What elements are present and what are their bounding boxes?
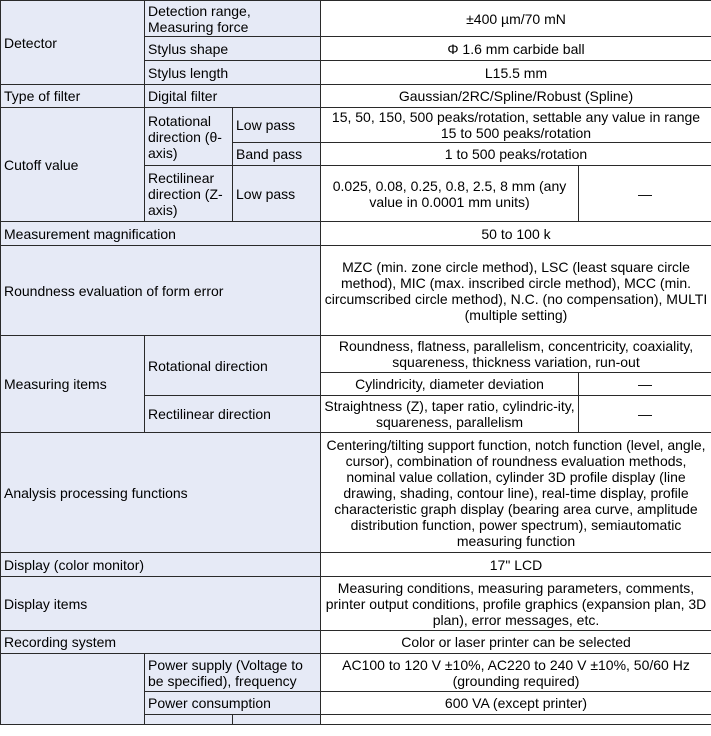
measuring-rectilinear-label: Rectilinear direction (145, 396, 321, 433)
power-group-label (1, 654, 145, 725)
table-row (1, 1, 711, 37)
recording-value: Color or laser printer can be selected (321, 631, 711, 654)
table-row (1, 631, 711, 654)
table-row (1, 108, 711, 143)
detector-label: Detector (1, 1, 145, 85)
cylindricity-dash: — (579, 373, 711, 396)
display-items-label: Display items (1, 577, 321, 631)
display-value: 17" LCD (321, 553, 711, 577)
detection-range-label: Detection range, Measuring force (145, 1, 321, 37)
table-row (1, 336, 711, 373)
stylus-shape-value: Φ 1.6 mm carbide ball (321, 37, 711, 61)
cutoff-label: Cutoff value (1, 108, 145, 222)
roundness-label: Roundness evaluation of form error (1, 246, 321, 336)
measuring-items-label: Measuring items (1, 336, 145, 433)
rotational-low-pass-label: Low pass (233, 108, 321, 143)
cutoff-rotational-label: Rotational direction (θ-axis) (145, 108, 233, 166)
table-row (1, 553, 711, 577)
table-row (1, 577, 711, 631)
measuring-rectilinear-dash: — (579, 396, 711, 433)
rectilinear-low-pass-label: Low pass (233, 166, 321, 222)
stylus-length-label: Stylus length (145, 61, 321, 85)
analysis-value: Centering/tilting support function, notch function (level, angle, cursor), combination of roundness evaluation methods, nominal value collation, cylinder 3D profile display (line drawing, shading, contour line), real-time display, profile characteristic graph display (bearing area curve, amplitude distribution function, power spectrum), semiautomatic measuring function (321, 433, 711, 553)
table-row (1, 654, 711, 692)
roundness-value: MZC (min. zone circle method), LSC (least square circle method), MIC (max. inscribed circle method), MCC (min. circumscribed circle method), N.C. (no compensation), MULTI (multiple setting) (321, 246, 711, 336)
stylus-length-value: L15.5 mm (321, 61, 711, 85)
measuring-rectilinear-value: Straightness (Z), taper ratio, cylindric-ity, squareness, parallelism (321, 396, 579, 433)
cylindricity-value: Cylindricity, diameter deviation (321, 373, 579, 396)
band-pass-value: 1 to 500 peaks/rotation (321, 143, 711, 166)
digital-filter-label: Digital filter (145, 85, 321, 108)
recording-label: Recording system (1, 631, 321, 654)
analysis-label: Analysis processing functions (1, 433, 321, 553)
power-supply-value: AC100 to 120 V ±10%, AC220 to 240 V ±10%, 50/60 Hz (grounding required) (321, 654, 711, 692)
power-consumption-value: 600 VA (except printer) (321, 692, 711, 715)
table-row (1, 246, 711, 336)
rotational-low-pass-value: 15, 50, 150, 500 peaks/rotation, settable any value in range 15 to 500 peaks/rotation (321, 108, 711, 143)
rectilinear-low-pass-value: 0.025, 0.08, 0.25, 0.8, 2.5, 8 mm (any value in 0.0001 mm units) (321, 166, 579, 222)
measuring-rotational-value: Roundness, flatness, parallelism, concentricity, coaxiality, squareness, thickness variation, run-out (321, 336, 711, 373)
magnification-label: Measurement magnification (1, 222, 321, 246)
table-row (1, 222, 711, 246)
band-pass-label: Band pass (233, 143, 321, 166)
measuring-rotational-label: Rotational direction (145, 336, 321, 396)
rectilinear-low-pass-dash: — (579, 166, 711, 222)
table-row (1, 433, 711, 553)
cutoff-rectilinear-label: Rectilinear direction (Z-axis) (145, 166, 233, 222)
magnification-value: 50 to 100 k (321, 222, 711, 246)
filter-value: Gaussian/2RC/Spline/Robust (Spline) (321, 85, 711, 108)
stylus-shape-label: Stylus shape (145, 37, 321, 61)
display-label: Display (color monitor) (1, 553, 321, 577)
power-supply-label: Power supply (Voltage to be specified), frequency (145, 654, 321, 692)
detection-range-value: ±400 µm/70 mN (321, 1, 711, 37)
filter-type-label: Type of filter (1, 85, 145, 108)
power-consumption-label: Power consumption (145, 692, 321, 715)
display-items-value: Measuring conditions, measuring parameters, comments, printer output conditions, profile graphics (expansion plan, 3D plan), error messages, etc. (321, 577, 711, 631)
table-row (1, 85, 711, 108)
